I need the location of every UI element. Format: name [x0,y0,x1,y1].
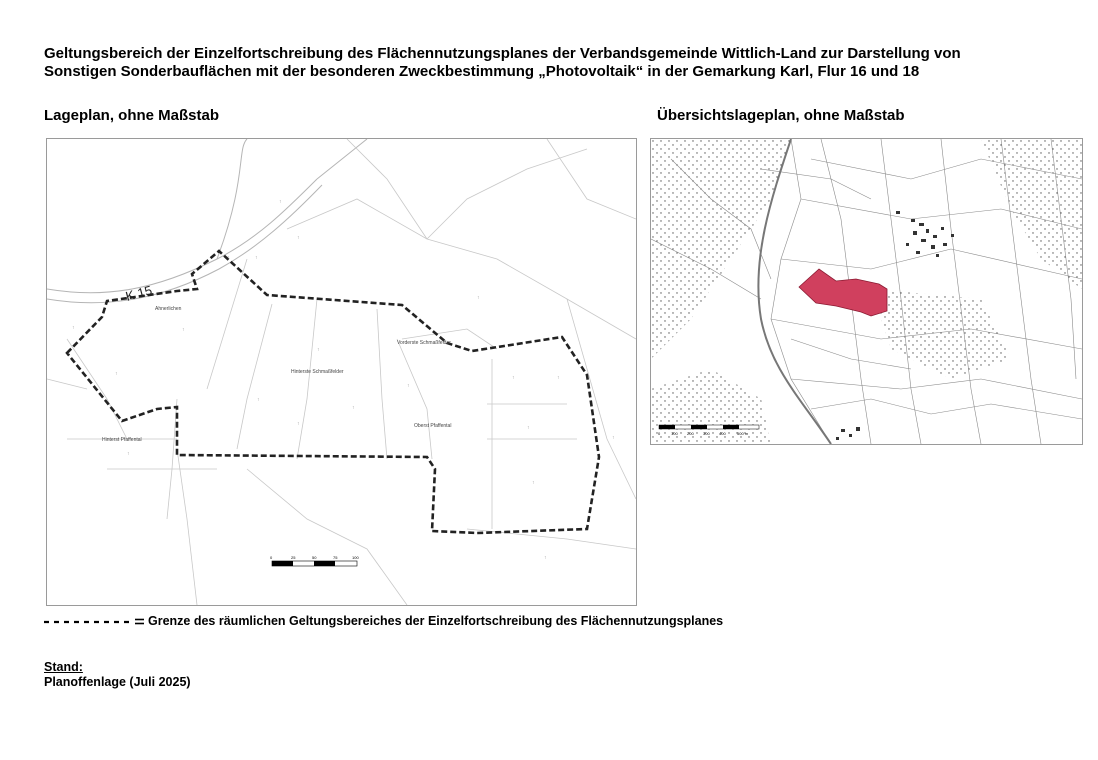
svg-text:↑: ↑ [532,480,535,486]
stand-label: Stand: [44,660,83,674]
svg-text:↑: ↑ [352,405,355,411]
svg-text:↑: ↑ [512,375,515,381]
uebersichtsplan-map[interactable] [650,138,1083,445]
ov-tick-0: 0 [658,431,661,436]
svg-text:↑: ↑ [527,425,530,431]
svg-text:↑: ↑ [557,375,560,381]
svg-text:↑: ↑ [227,255,230,261]
road-label: K 15 [123,282,154,304]
svg-text:↑: ↑ [477,295,480,301]
lageplan-map[interactable] [46,138,637,606]
svg-text:↑: ↑ [297,235,300,241]
lageplan-scale-bar [270,555,359,566]
svg-text:↑: ↑ [255,255,258,261]
svg-text:↑: ↑ [257,397,260,403]
svg-text:↑: ↑ [544,555,547,561]
road-k15 [47,139,367,303]
svg-text:↑: ↑ [279,199,282,205]
photovoltaik-area [799,269,887,316]
field-name-3: Vorderste Schmaßfelder [397,340,451,346]
field-name-2: Hinterste Schmaßfelder [291,369,344,375]
svg-text:↑: ↑ [127,451,130,457]
point-markers [72,199,615,561]
stand-value: Planoffenlage (Juli 2025) [44,675,191,689]
legend [44,614,723,628]
lageplan-heading: Lageplan, ohne Maßstab [44,107,220,124]
scale-tick-100: 100 [352,555,359,560]
svg-text:↑: ↑ [72,325,75,331]
scale-tick-50: 50 [312,555,317,560]
legend-text: Grenze des räumlichen Geltungsbereiches der Einzelfortschreibung des Flächennutzungsplanes [148,614,724,628]
svg-text:↑: ↑ [317,347,320,353]
page-title [44,45,1054,81]
lageplan-svg [47,139,636,605]
uebersichtsplan-svg [651,139,1082,444]
ov-tick-100: 100 [671,431,678,436]
scale-tick-0: 0 [270,555,273,560]
svg-text:↑: ↑ [182,327,185,333]
svg-text:↑: ↑ [407,383,410,389]
stand-block [44,660,191,690]
field-name-4: Oberst Pfaffental [414,423,452,429]
scale-tick-25: 25 [291,555,296,560]
ov-tick-500: 500 m [737,431,749,436]
svg-text:↑: ↑ [115,371,118,377]
ov-tick-400: 400 [719,431,726,436]
scale-tick-75: 75 [333,555,338,560]
overview-scale-bar [658,425,759,436]
svg-text:↑: ↑ [612,435,615,441]
svg-text:↑: ↑ [297,421,300,427]
ov-tick-300: 300 [703,431,710,436]
title-line-1: Geltungsbereich der Einzelfortschreibung des Flächennutzungsplanes der Verbandsgemeinde Wittlich-Land zur Darstellung von [44,45,961,62]
legend-dashed-line-symbol [44,615,144,627]
title-line-2: Sonstigen Sonderbauflächen mit der besonderen Zweckbestimmung „Photovoltaik“ in der Gemarkung Karl, Flur 16 und 18 [44,63,920,80]
uebersichtsplan-heading: Übersichtslageplan, ohne Maßstab [657,107,905,124]
field-name-5: Hinterst Pfaffental [102,437,142,443]
ov-tick-200: 200 [687,431,694,436]
field-name-1: Ahnerlichen [155,306,182,312]
